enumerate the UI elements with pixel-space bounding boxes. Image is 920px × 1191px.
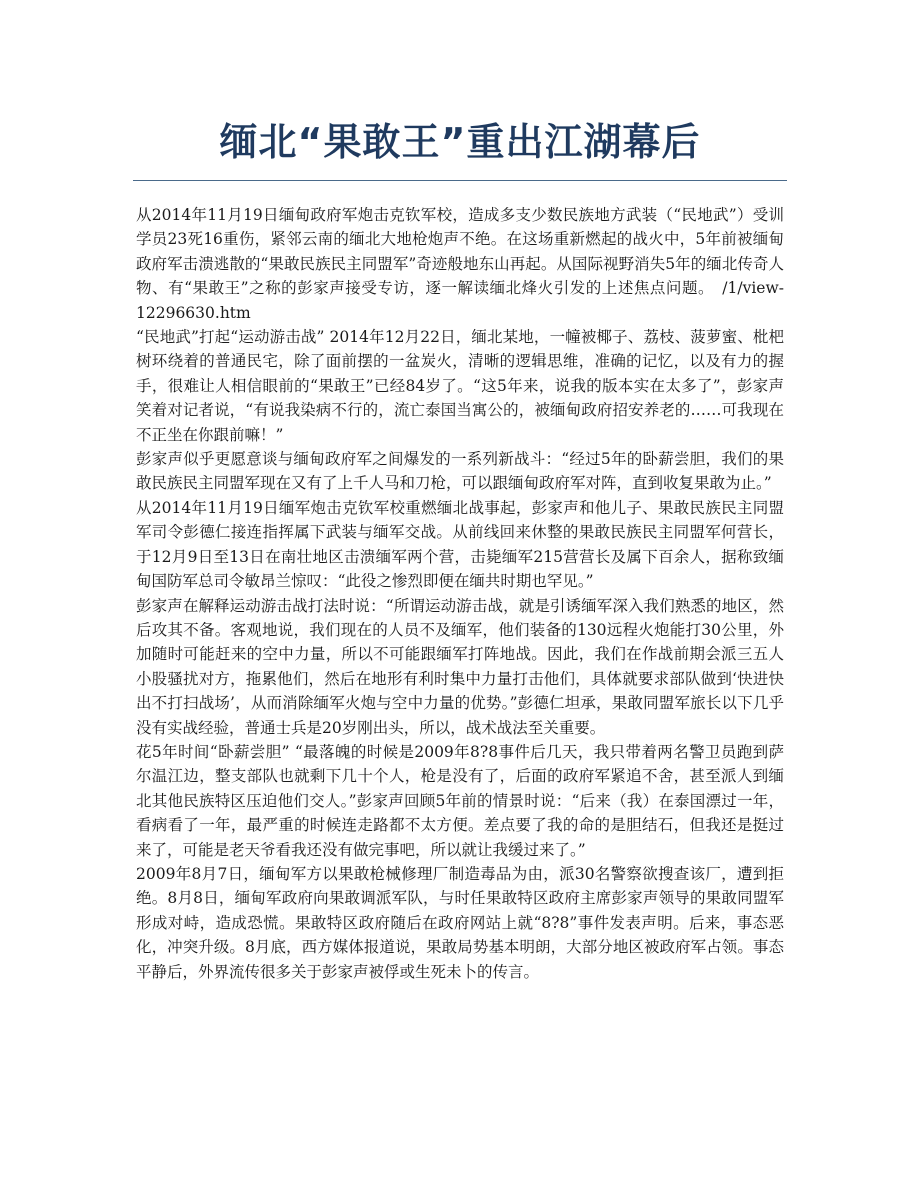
paragraph: 从2014年11月19日缅军炮击克钦军校重燃缅北战事起，彭家声和他儿子、果敢民族民主同盟军司令彭德仁接连指挥属下武装与缅军交战。从前线回来休整的果敢民族民主同盟军何营长，于12月9日至13日在南壮地区击溃缅军两个营，击毙缅军215营营长及属下百余人，据称致缅甸国防军总司令敏昂兰惊叹：“此役之惨烈即便在缅共时期也罕见。” (136, 498, 784, 591)
paragraph: 彭家声在解释运动游击战打法时说：“所谓运动游击战，就是引诱缅军深入我们熟悉的地区，然后攻其不备。客观地说，我们现在的人员不及缅军，他们装备的130远程火炮能打30公里，外加随时可能赶来的空中力量，所以不可能跟缅军打阵地战。因此，我们在作战前期会派三五人小股骚扰对方，拖累他们，然后在地形有利时集中力量打击他们，具体就要求部队做到‘快进快出不打扫战场’，从而消除缅军火炮与空中力量的优势。”彭德仁坦承，果敢同盟军旅长以下几乎没有实战经验，普通士兵是20岁刚出头，所以，战术战法至关重要。 (136, 596, 784, 737)
title-divider (133, 180, 787, 181)
paragraph: 花5年时间“卧薪尝胆” “最落魄的时候是2009年8?8事件后几天，我只带着两名警卫员跑到萨尔温江边，整支部队也就剩下几十个人，枪是没有了，后面的政府军紧追不舍，甚至派人到缅北其他民族特区压迫他们交人。”彭家声回顾5年前的情景时说：“后来（我）在泰国漂过一年，看病看了一年，最严重的时候连走路都不太方便。差点要了我的命的是胆结石，但我还是挺过来了，可能是老天爷看我还没有做完事吧，所以就让我缓过来了。” (136, 742, 784, 859)
paragraph: “民地武”打起“运动游击战” 2014年12月22日，缅北某地，一幢被椰子、荔枝、菠萝蜜、枇杷树环绕着的普通民宅，除了面前摆的一盆炭火，清晰的逻辑思维，准确的记忆，以及有力的握手，很难让人相信眼前的“果敢王”已经84岁了。“这5年来，说我的版本实在太多了”，彭家声笑着对记者说，“有说我染病不行的，流亡泰国当寓公的，被缅甸政府招安养老的……可我现在不正坐在你跟前嘛！” (136, 328, 784, 444)
paragraph: 从2014年11月19日缅甸政府军炮击克钦军校，造成多支少数民族地方武装（“民地武”）受训学员23死16重伤，紧邻云南的缅北大地枪炮声不绝。在这场重新燃起的战火中，5年前被缅甸政府军击溃逃散的“果敢民族民主同盟军”奇迹般地东山再起。从国际视野消失5年的缅北传奇人物、有“果敢王”之称的彭家声接受专访，逐一解读缅北烽火引发的上述焦点问题。 /1/view-12296630.htm (136, 206, 784, 322)
page-title: 缅北“果敢王”重出江湖幕后 (219, 120, 701, 164)
paragraph: 彭家声似乎更愿意谈与缅甸政府军之间爆发的一系列新战斗：“经过5年的卧薪尝胆，我们的果敢民族民主同盟军现在又有了上千人马和刀枪，可以跟缅甸政府军对阵，直到收复果敢为止。” (136, 450, 784, 493)
article-body (136, 203, 784, 984)
paragraph: 2009年8月7日，缅甸军方以果敢枪械修理厂制造毒品为由，派30名警察欲搜查该厂，遭到拒绝。8月8日，缅甸军政府向果敢调派军队，与时任果敢特区政府主席彭家声领导的果敢同盟军形成对峙，造成恐慌。果敢特区政府随后在政府网站上就“8?8”事件发表声明。后来，事态恶化，冲突升级。8月底，西方媒体报道说，果敢局势基本明朗，大部分地区被政府军占领。事态平静后，外界流传很多关于彭家声被俘或生死未卜的传言。 (136, 864, 784, 981)
